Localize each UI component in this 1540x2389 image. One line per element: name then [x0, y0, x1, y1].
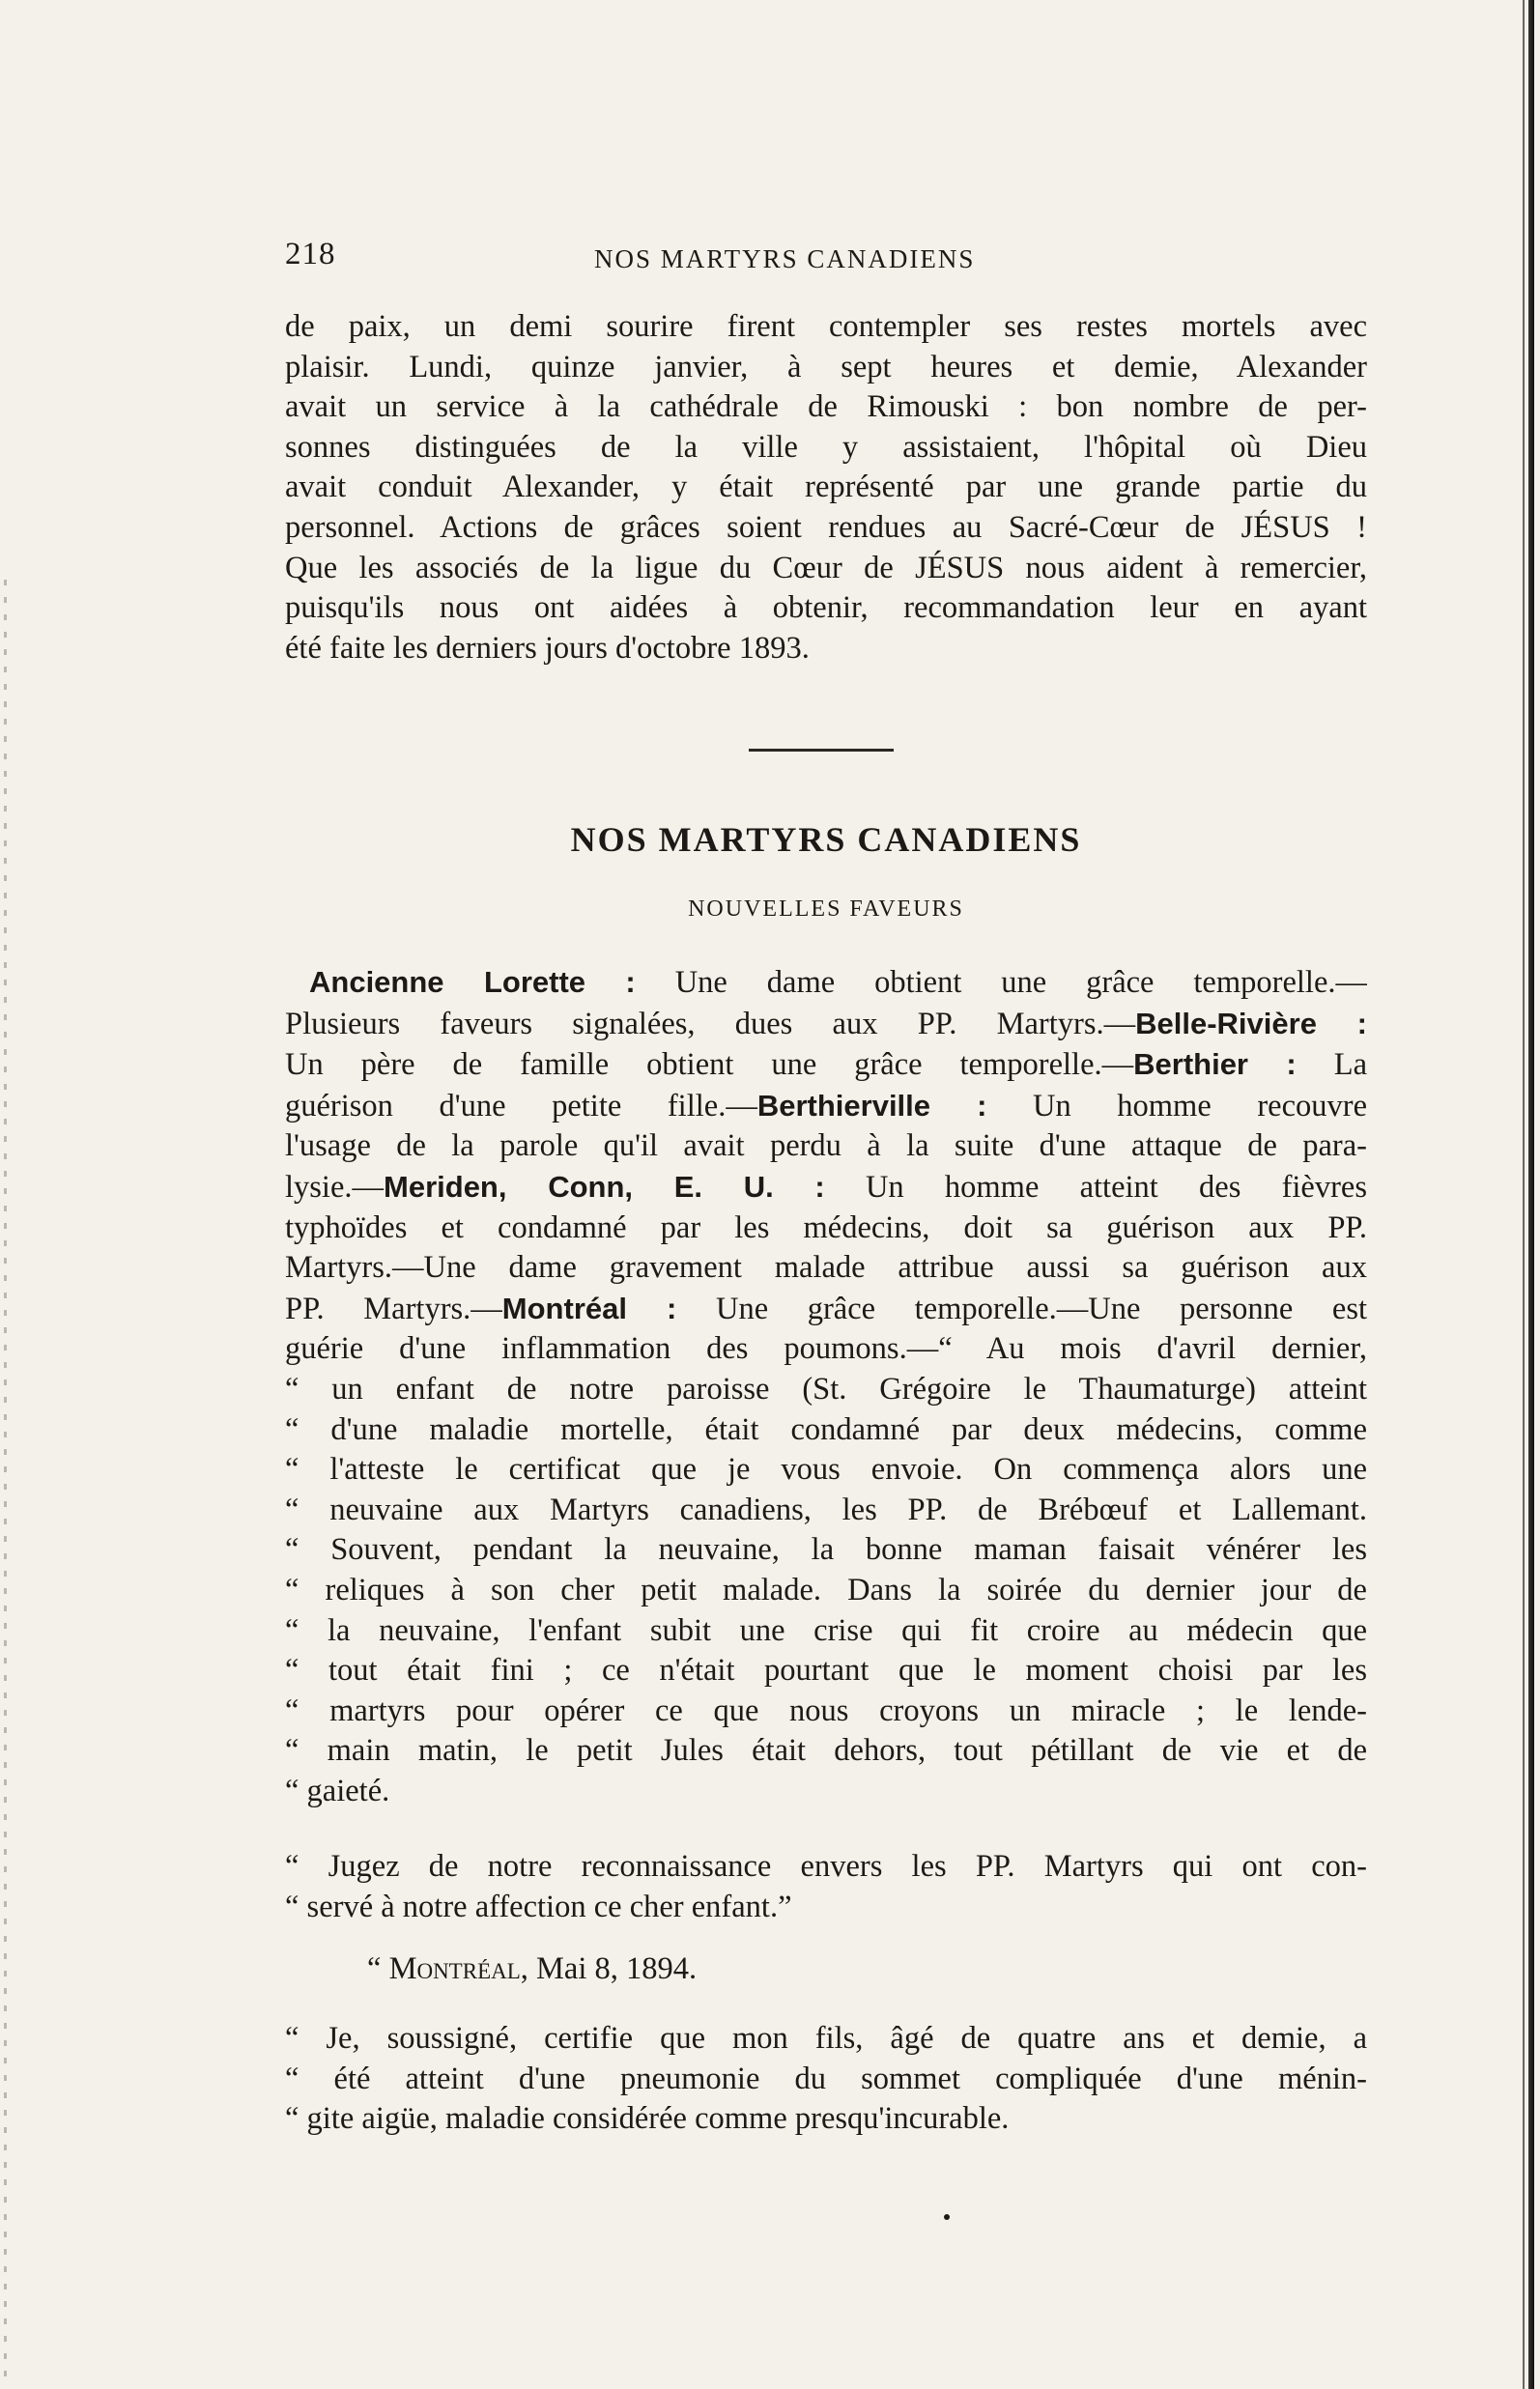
place-name: Berthierville :: [756, 1088, 987, 1123]
text-line: guérison d'une petite fille.—Berthierville : Un homme recouvre: [285, 1088, 1367, 1123]
text-line: Plusieurs faveurs signalées, dues aux PP. Martyrs.—Belle-Rivière :: [285, 1006, 1367, 1041]
text-line: Un père de famille obtient une grâce temporelle.—Berthier : La: [285, 1047, 1367, 1083]
certificate-paragraph: [285, 2019, 1367, 2140]
page-number: 218: [285, 237, 336, 271]
text-line: Ancienne Lorette : Une dame obtient une grâce temporelle.—: [309, 965, 1367, 1000]
dateline: “ Montréal, Mai 8, 1894.: [367, 1951, 698, 1986]
paragraph-continuation: [285, 307, 1367, 668]
text-line: “ un enfant de notre paroisse (St. Grégoire le Thaumaturge) atteint: [285, 1371, 1367, 1407]
text-line: guérie d'une inflammation des poumons.—“ Au mois d'avril dernier,: [285, 1331, 1367, 1367]
text-line: “ main matin, le petit Jules était dehors, tout pétillant de vie et de: [285, 1733, 1367, 1769]
text-line: l'usage de la parole qu'il avait perdu à la suite d'une attaque de para-: [285, 1128, 1367, 1164]
text-line: puisqu'ils nous ont aidées à obtenir, recommandation leur en ayant: [285, 590, 1367, 626]
text-line: été faite les derniers jours d'octobre 1893.: [285, 630, 810, 666]
text-line: de paix, un demi sourire firent contempler ses restes mortels avec: [285, 309, 1367, 344]
text-line: “ servé à notre affection ce cher enfant.”: [285, 1889, 792, 1924]
place-name: Ancienne Lorette :: [309, 965, 636, 999]
section-divider: [749, 749, 894, 752]
text-line: “ tout était fini ; ce n'était pourtant que le moment choisi par les: [285, 1653, 1367, 1689]
text-line: typhoïdes et condamné par les médecins, doit sa guérison aux PP.: [285, 1209, 1367, 1245]
text-line: PP. Martyrs.—Montréal : Une grâce temporelle.—Une personne est: [285, 1291, 1367, 1326]
place-name: Meriden, Conn, E. U. :: [384, 1169, 825, 1204]
place-name: Berthier :: [1133, 1047, 1297, 1082]
page-edge-shadow: [1523, 0, 1525, 2389]
text-line: “ neuvaine aux Martyrs canadiens, les PP. de Brébœuf et Lallemant.: [285, 1492, 1367, 1527]
page-header: [285, 237, 1367, 285]
text-line: avait conduit Alexander, y était représenté par une grande partie du: [285, 469, 1367, 505]
text-line: “ reliques à son cher petit malade. Dans la soirée du dernier jour de: [285, 1572, 1367, 1607]
text-line: “ Souvent, pendant la neuvaine, la bonne maman faisait vénérer les: [285, 1532, 1367, 1568]
text-line: “ la neuvaine, l'enfant subit une crise qui fit croire au médecin que: [285, 1612, 1367, 1648]
text-line: “ l'atteste le certificat que je vous envoie. On commença alors une: [285, 1452, 1367, 1488]
text-line: plaisir. Lundi, quinze janvier, à sept heures et demie, Alexander: [285, 349, 1367, 384]
text-line: “ d'une maladie mortelle, était condamné par deux médecins, comme: [285, 1411, 1367, 1447]
text-line: “ gaieté.: [285, 1773, 390, 1808]
text-line: “ Jugez de notre reconnaissance envers les PP. Martyrs qui ont con-: [285, 1849, 1367, 1884]
running-head: NOS MARTYRS CANADIENS: [594, 244, 976, 273]
text-line: personnel. Actions de grâces soient rendues au Sacré-Cœur de JÉSUS !: [285, 509, 1367, 545]
text-line: Que les associés de la ligue du Cœur de JÉSUS nous aident à remercier,: [285, 550, 1367, 585]
text-line: “ été atteint d'une pneumonie du sommet compliquée d'une ménin-: [285, 2061, 1367, 2096]
place-name: Belle-Rivière :: [1135, 1006, 1367, 1040]
section-title: NOS MARTYRS CANADIENS: [570, 820, 1082, 859]
ink-speck: [944, 2214, 950, 2220]
text-line: “ Je, soussigné, certifie que mon fils, âgé de quatre ans et demie, a: [285, 2021, 1367, 2056]
favours-paragraph: [285, 962, 1367, 1811]
text-line: avait un service à la cathédrale de Rimouski : bon nombre de per-: [285, 389, 1367, 425]
text-line: lysie.—Meriden, Conn, E. U. : Un homme atteint des fièvres: [285, 1169, 1367, 1205]
text-line: Martyrs.—Une dame gravement malade attribue aussi sa guérison aux: [285, 1250, 1367, 1286]
dateline-place: Montréal: [388, 1951, 521, 1986]
text-line: “ martyrs pour opérer ce que nous croyons un miracle ; le lende-: [285, 1692, 1367, 1728]
page-edge: [1528, 0, 1534, 2389]
section-subtitle: NOUVELLES FAVEURS: [688, 896, 964, 922]
text-line: “ gite aigüe, maladie considérée comme presqu'incurable.: [285, 2101, 1010, 2137]
text-line: sonnes distinguées de la ville y assistaient, l'hôpital où Dieu: [285, 429, 1367, 465]
place-name: Montréal :: [501, 1291, 677, 1325]
quote-paragraph: [285, 1847, 1367, 1927]
binding-gutter: [4, 580, 7, 2386]
